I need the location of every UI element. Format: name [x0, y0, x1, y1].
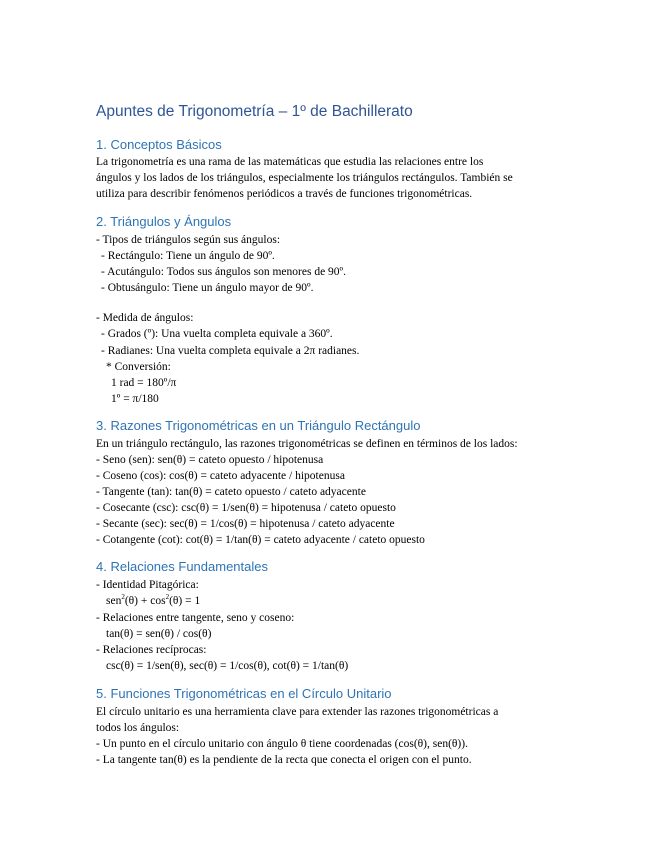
section-3-heading: 3. Razones Trigonométricas en un Triángulo Rectángulo [96, 418, 421, 433]
section-3-line: - Seno (sen): sen(θ) = cateto opuesto / hipotenusa [96, 454, 324, 466]
section-4-line: tan(θ) = sen(θ) / cos(θ) [106, 628, 212, 640]
pythagorean-identity [106, 594, 200, 608]
section-1-line: utiliza para describir fenómenos periódicos a través de funciones trigonométricas. [96, 188, 473, 200]
identity-exponent: 2 [165, 593, 170, 602]
identity-exponent: 2 [121, 593, 125, 602]
section-3-line: - Cosecante (csc): csc(θ) = 1/sen(θ) = hipotenusa / cateto opuesto [96, 502, 396, 514]
section-2-line: - Acutángulo: Todos sus ángulos son menores de 90º. [101, 266, 346, 278]
section-2-line: - Rectángulo: Tiene un ángulo de 90º. [101, 250, 275, 262]
section-3-line: - Cotangente (cot): cot(θ) = 1/tan(θ) = cateto adyacente / cateto opuesto [96, 534, 425, 546]
section-1-line: ángulos y los lados de los triángulos, especialmente los triángulos rectángulos. También se [96, 172, 513, 184]
section-2-line: - Medida de ángulos: [96, 312, 194, 324]
identity-end: (θ) = 1 [169, 595, 201, 607]
section-4-line: - Identidad Pitagórica: [96, 579, 199, 591]
section-2-line: * Conversión: [106, 361, 171, 373]
section-2-line: - Tipos de triángulos según sus ángulos: [96, 234, 281, 246]
section-3-line: - Secante (sec): sec(θ) = 1/cos(θ) = hipotenusa / cateto adyacente [96, 518, 395, 530]
section-2-line: - Obtusángulo: Tiene un ángulo mayor de 90º. [101, 282, 314, 294]
identity-mid: (θ) + cos [124, 595, 166, 607]
section-5-heading: 5. Funciones Trigonométricas en el Círculo Unitario [96, 686, 392, 701]
section-2-heading: 2. Triángulos y Ángulos [96, 214, 232, 229]
section-3-line: - Tangente (tan): tan(θ) = cateto opuesto / cateto adyacente [96, 486, 366, 498]
section-1-line: La trigonometría es una rama de las matemáticas que estudia las relaciones entre los [96, 156, 484, 168]
section-4-heading: 4. Relaciones Fundamentales [96, 559, 268, 574]
section-4-line: csc(θ) = 1/sen(θ), sec(θ) = 1/cos(θ), cot(θ) = 1/tan(θ) [106, 660, 349, 672]
section-3-line: - Coseno (cos): cos(θ) = cateto adyacente / hipotenusa [96, 470, 345, 482]
section-2-line: - Grados (º): Una vuelta completa equivale a 360º. [101, 328, 333, 340]
section-1-heading: 1. Conceptos Básicos [96, 137, 222, 152]
section-4-line: - Relaciones entre tangente, seno y coseno: [96, 612, 295, 624]
section-2-line: 1 rad = 180º/π [111, 377, 177, 389]
section-2-line: 1º = π/180 [111, 393, 159, 405]
section-4-line: - Relaciones recíprocas: [96, 644, 207, 656]
section-5-line: todos los ángulos: [96, 722, 180, 734]
section-2-line: - Radianes: Una vuelta completa equivale a 2π radianes. [101, 345, 360, 357]
section-5-line: - La tangente tan(θ) es la pendiente de la recta que conecta el origen con el punto. [96, 754, 472, 766]
identity-sen: sen [106, 595, 122, 607]
section-5-line: El círculo unitario es una herramienta clave para extender las razones trigonométricas a [96, 706, 499, 718]
section-5-line: - Un punto en el círculo unitario con ángulo θ tiene coordenadas (cos(θ), sen(θ)). [96, 738, 468, 750]
document-title: Apuntes de Trigonometría – 1º de Bachillerato [96, 103, 413, 120]
section-3-line: En un triángulo rectángulo, las razones trigonométricas se definen en términos de los lados: [96, 438, 518, 450]
